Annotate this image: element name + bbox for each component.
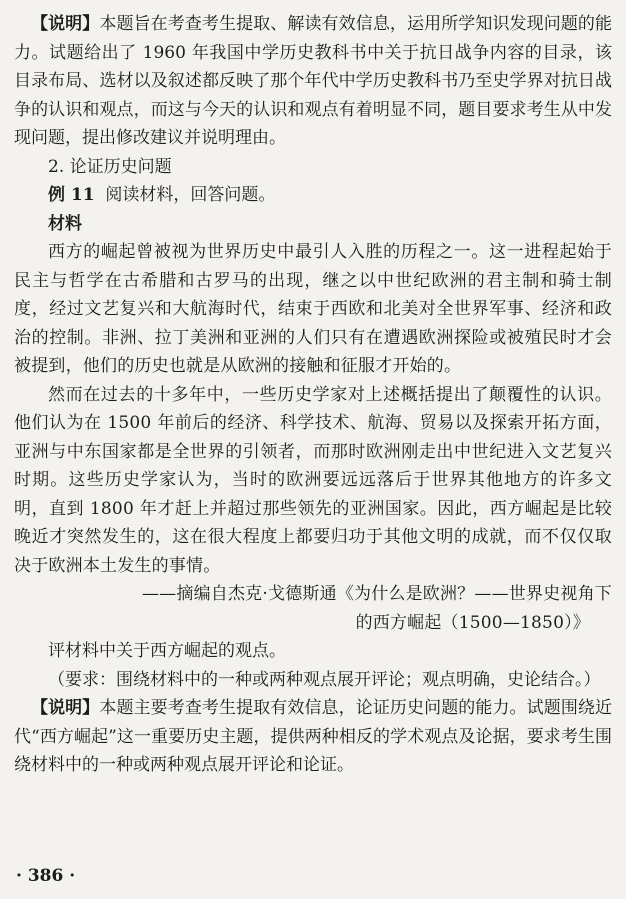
example-label: 例 11 <box>48 185 95 205</box>
page-number: · 386 · <box>16 866 76 886</box>
material-paragraph-2: 然而在过去的十多年中，一些历史学家对上述概括提出了颠覆性的认识。他们认为在 1500 年前后的经济、科学技术、航海、贸易以及探索开拓方面，亚洲与中东国家都是全世界的引领者，而那时欧洲刚走出中世纪进入文艺复兴时期。这些历史学家认为，当时的欧洲要远远落后于世界其他地方的许多文明，直到 1800 年才赶上并超过那些领先的亚洲国家。因此，西方崛起是比较晚近才突然发生的，这在很大程度上都要归功于其他文明的成就，而不仅仅取决于欧洲本土发生的事情。 <box>14 384 612 576</box>
intro-paragraph <box>14 10 612 153</box>
material-label: 材料 <box>48 213 82 234</box>
outro-text: 本题主要考查考生提取有效信息，论证历史问题的能力。试题围绕近代“西方崛起”这一重要历史主题，提供两种相反的学术观点及论据，要求考生围绕材料中的一种或两种观点展开评论和论证。 <box>14 698 613 775</box>
source-line-1: ——摘编自杰克·戈德斯通《为什么是欧洲？——世界史视角下 <box>141 584 612 604</box>
requirement-text: （要求：围绕材料中的一种或两种观点展开评论；观点明确，史论结合。） <box>48 669 601 690</box>
section-heading: 2. 论证历史问题 <box>48 156 172 177</box>
source-line-2: 的西方崛起（1500—1850）》 <box>355 612 590 633</box>
intro-text: 本题旨在考查考生提取、解读有效信息，运用所学知识发现问题的能力。试题给出了 1960 年我国中学历史教科书中关于抗日战争内容的目录，该目录布局、选材以及叙述都反映了那个年代中学历史教科书乃至史学界对抗日战争的认识和观点，而这与今天的认识和观点有着明显不同，题目要求考生从中发现问题，提出修改建议并说明理由。 <box>14 14 613 148</box>
outro-paragraph <box>14 694 612 780</box>
example-text: 阅读材料，回答问题。 <box>105 185 276 205</box>
material-paragraph-1: 西方的崛起曾被视为世界历史中最引人入胜的历程之一。这一进程起始于民主与哲学在古希腊和古罗马的出现，继之以中世纪欧洲的君主制和骑士制度，经过文艺复兴和大航海时代，结束于西欧和北美对全世界军事、经济和政治的控制。非洲、拉丁美洲和亚洲的人们只有在遭遇欧洲探险或被殖民时才会被提到，他们的历史也就是从欧洲的接触和征服才开始的。 <box>14 242 612 376</box>
question-text: 评材料中关于西方崛起的观点。 <box>48 641 286 661</box>
example-line <box>14 181 612 210</box>
outro-label: 【说明】 <box>31 698 100 718</box>
intro-label: 【说明】 <box>31 14 100 34</box>
